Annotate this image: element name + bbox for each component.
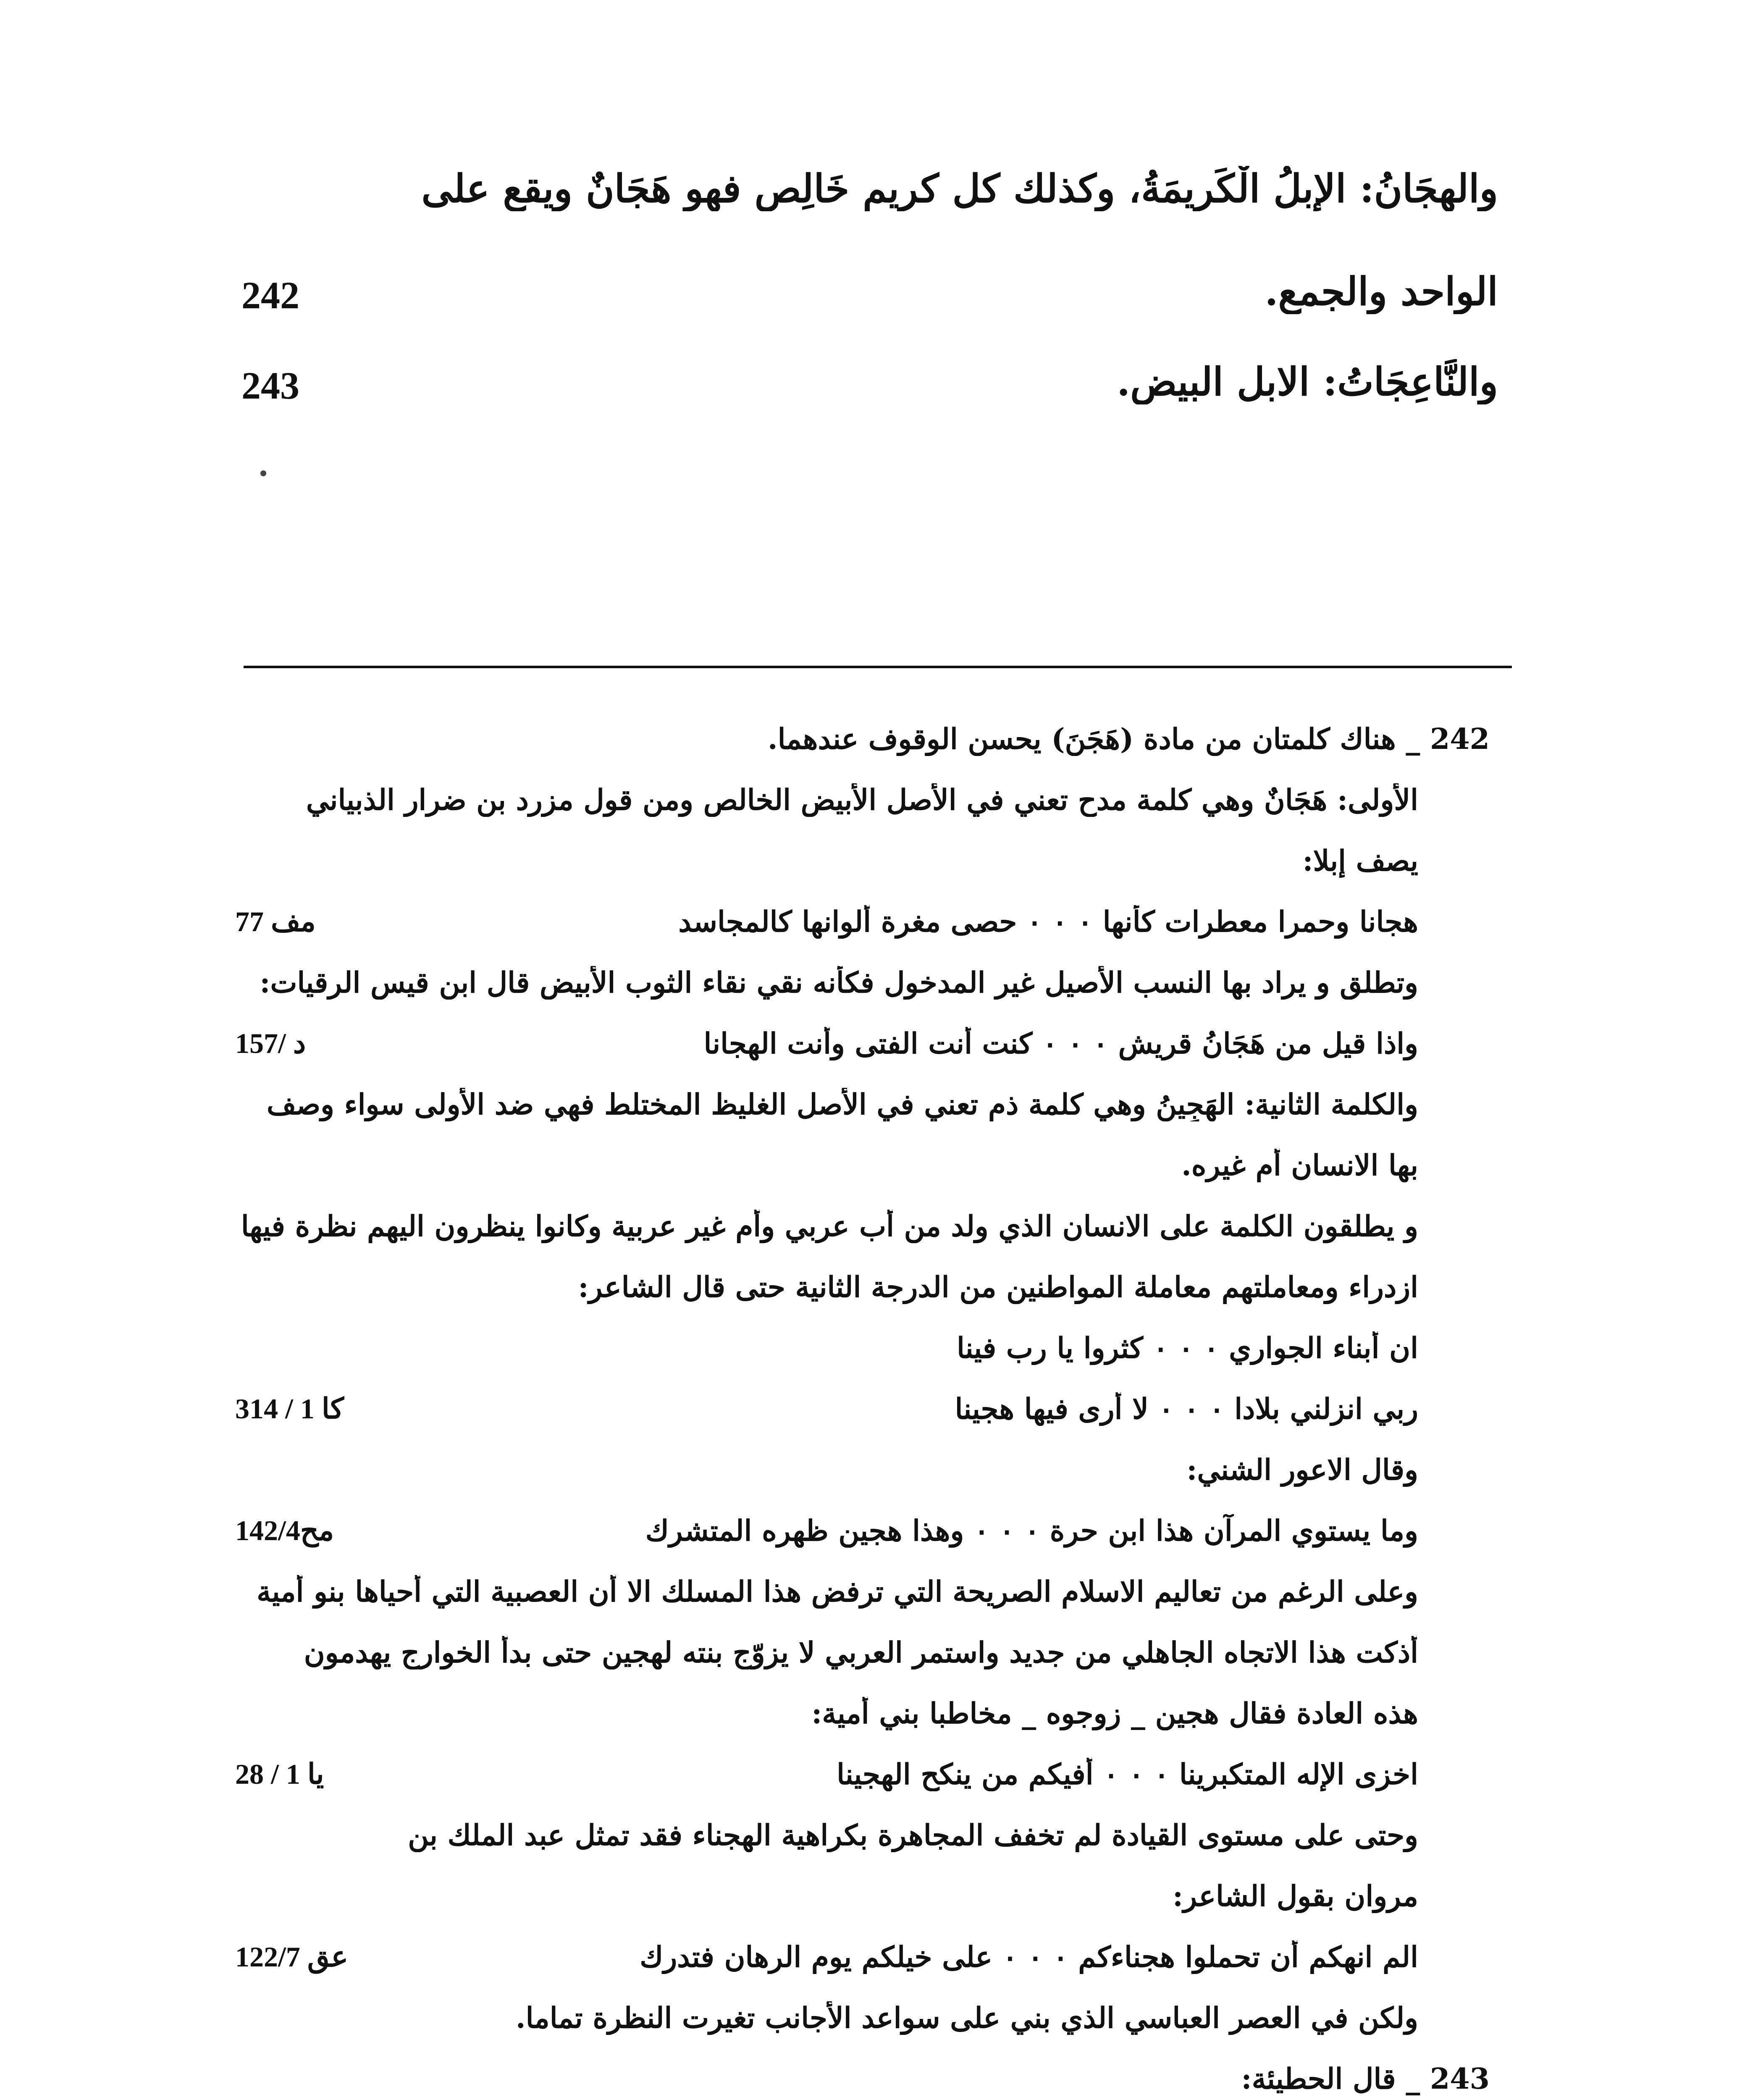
footnote-line: وتطلق و يراد بها النسب الأصيل غير المدخول فكأنه نقي نقاء الثوب الأبيض قال ابن قيس الرقيات: — [260, 966, 1418, 1000]
footnote-verse: الم انهكم أن تحملوا هجناءكم ۰ ۰ ۰ على خيلكم يوم الرهان فتدرك — [640, 1940, 1418, 1974]
footnote-line: والكلمة الثانية: الهَجِينُ وهي كلمة ذم تعني في الأصل الغليظ المختلط فهي ضد الأولى سواء وصف — [266, 1088, 1418, 1121]
footnote-verse: واذا قيل من هَجَانُ قريش ۰ ۰ ۰ كنت أنت الفتى وأنت الهجانا — [703, 1027, 1418, 1060]
main-line-3: والنَّاعِجَاتُ: الابل البيض. — [1117, 359, 1498, 404]
stray-dot — [260, 470, 266, 476]
footnote-line: وقال الاعور الشني: — [1186, 1453, 1418, 1487]
source-ref: 314 / 1 كا — [235, 1393, 344, 1425]
footnote-line: وحتى على مستوى القيادة لم تخفف المجاهرة بكراهية الهجناء فقد تمثل عبد الملك بن — [408, 1819, 1418, 1852]
footnote-line: يصف إبلا: — [1302, 844, 1418, 878]
footnote-line: و يطلقون الكلمة على الانسان الذي ولد من أب عربي وأم غير عربية وكانوا ينظرون اليهم نظرة فيها — [241, 1210, 1418, 1243]
footnote-verse: ربي انزلني بلادا ۰ ۰ ۰ لا أرى فيها هجينا — [955, 1392, 1418, 1426]
footnote-verse: ان أبناء الجواري ۰ ۰ ۰ كثروا يا رب فينا — [956, 1331, 1418, 1365]
footnote-line: 243 _ قال الحطيئة: — [1241, 2062, 1490, 2096]
footnote-line: وعلى الرغم من تعاليم الاسلام الصريحة التي ترفض هذا المسلك الا أن العصبية التي أحياها بنو أمية — [257, 1575, 1418, 1609]
footnote-verse: وما يستوي المرآن هذا ابن حرة ۰ ۰ ۰ وهذا هجين ظهره المتشرك — [645, 1514, 1418, 1548]
source-ref: 157/ د — [235, 1027, 306, 1059]
footnote-line: ازدراء ومعاملتهم معاملة المواطنين من الدرجة الثانية حتى قال الشاعر: — [578, 1270, 1418, 1304]
footnote-line: هذه العادة فقال هجين _ زوجوه _ مخاطبا بني أمية: — [811, 1697, 1418, 1730]
source-ref: 28 / 1 يا — [235, 1758, 324, 1790]
main-line-2: الواحد والجمع. — [1265, 269, 1498, 314]
footnote-line: أذكت هذا الاتجاه الجاهلي من جديد واستمر العربي لا يزوّج بنته لهجين حتى بدأ الخوارج يهدمون — [304, 1636, 1418, 1670]
source-ref: 122/7 عق — [235, 1941, 349, 1973]
source-ref: مف 77 — [235, 906, 316, 937]
main-line-1: والهجَانُ: الإبلُ الْكَرِيمَةُ، وكذلك كل كريم خَالِصٍ فهو هَجَانٌ ويقع على — [421, 166, 1498, 211]
footnote-verse: هجانا وحمرا معطرات كأنها ۰ ۰ ۰ حصى مغرة ألوانها كالمجاسد — [678, 905, 1418, 939]
source-ref: 142/4مح — [235, 1515, 334, 1546]
footnote-line: ولكن في العصر العباسي الذي بني على سواعد الأجانب تغيرت النظرة تماما. — [515, 2001, 1418, 2035]
footnote-line: الأولى: هَجَانٌ وهي كلمة مدح تعني في الأصل الأبيض الخالص ومن قول مزرد بن ضرار الذبياني — [306, 783, 1418, 817]
footnote-verse: اخزى الإله المتكبرينا ۰ ۰ ۰ أفيكم من ينكح الهجينا — [837, 1758, 1418, 1791]
footnote-line: 242 _ هناك كلمتان من مادة (هَجَنَ) يحسن الوقوف عندهما. — [767, 722, 1490, 756]
footnote-separator — [244, 666, 1512, 668]
main-number-243: 243 — [241, 364, 299, 407]
footnote-line: بها الانسان أم غيره. — [1181, 1149, 1418, 1182]
footnote-line: مروان بقول الشاعر: — [1172, 1880, 1418, 1913]
main-number-242: 242 — [241, 274, 299, 317]
